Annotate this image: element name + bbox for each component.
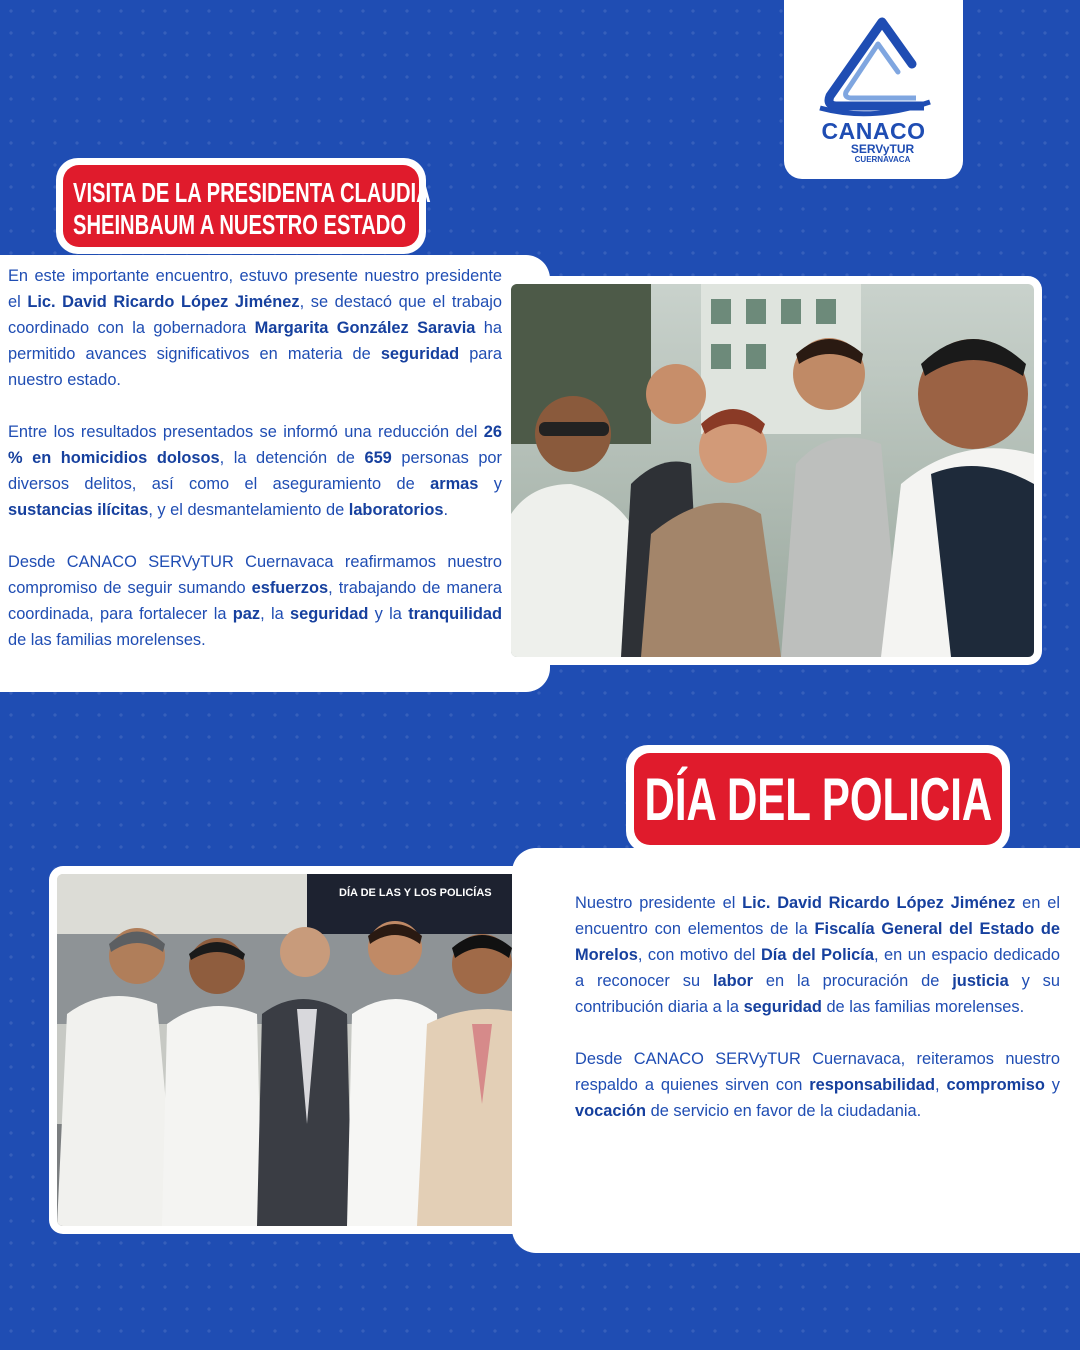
section2-photo-frame [49,866,559,1234]
highlight-text: Lic. David Ricardo López Jiménez [27,293,300,311]
body-text: y su contribución diaria a la [575,972,1060,1016]
highlight-text: compromiso [946,1076,1045,1094]
highlight-text: Fiscalía General del Estado de Morelos [575,920,1060,964]
logo-name: CANACO [821,118,926,144]
section1-paragraph-1 [8,263,502,393]
highlight-text: paz [232,605,261,623]
section2-group-photo [57,874,551,1226]
logo-city: CUERNAVACA [854,155,911,164]
highlight-text: seguridad [380,345,460,363]
body-text: Desde CANACO SERVyTUR Cuernavaca reafirmamos nuestro compromiso de seguir sumando [8,553,502,597]
section1-photo-frame [503,276,1042,665]
section2-title: DÍA DEL POLICIA [644,765,992,833]
section1-title-line1: VISITA DE LA PRESIDENTA CLAUDIA [73,177,431,208]
canaco-logo-mark [812,14,936,118]
body-text: y [478,475,502,493]
body-text: para nuestro estado. [8,345,502,389]
body-text: Nuestro presidente el [575,894,743,912]
highlight-text: Día del Policía [760,946,874,964]
body-text: , con motivo del [637,946,761,964]
logo-sub: SERVyTUR [850,142,915,156]
section1-text-card [0,255,550,692]
highlight-text: 659 [364,449,392,467]
body-text: Entre los resultados presentados se informó una reducción del [8,423,484,441]
highlight-text: laboratorios [348,501,444,519]
body-text: Desde CANACO SERVyTUR Cuernavaca, reiteramos nuestro respaldo a quienes sirven con [575,1050,1060,1094]
body-text: , la detención de [219,449,365,467]
highlight-text: sustancias ilícitas [8,501,149,519]
section1-title-card [56,158,431,254]
body-text: de servicio en favor de la ciudadania. [646,1102,922,1120]
section2-paragraph-2 [575,1046,1060,1124]
body-text: , la [260,605,291,623]
body-text: personas por diversos delitos, así como el aseguramiento de [8,449,503,493]
body-text: . [443,501,449,519]
body-text: , [934,1076,947,1094]
body-text: de las familias morelenses. [8,631,206,649]
highlight-text: 26 % en homicidios dolosos [8,423,502,467]
body-text: en la procuración de [753,972,953,990]
highlight-text: vocación [575,1102,647,1120]
section2-paragraph-1 [575,890,1060,1020]
highlight-text: labor [712,972,754,990]
highlight-text: tranquilidad [408,605,502,623]
section2-title-card [626,745,1010,853]
body-text: y la [368,605,409,623]
highlight-text: justicia [952,972,1009,990]
highlight-text: esfuerzos [251,579,329,597]
canaco-logo [784,0,963,179]
section1-group-photo [511,284,1034,657]
highlight-text: Lic. David Ricardo López Jiménez [742,894,1016,912]
body-text: de las familias morelenses. [821,998,1025,1016]
body-text: En este importante encuentro, estuvo presente nuestro presidente el [8,267,502,311]
highlight-text: armas [430,475,479,493]
highlight-text: responsabilidad [809,1076,935,1094]
section1-paragraph-2 [8,419,502,523]
body-text: , en un espacio dedicado a reconocer su [575,946,1060,990]
section2-text-card [512,848,1080,1253]
photo-banner-text: DÍA DE LAS Y LOS POLICÍAS [339,887,492,899]
highlight-text: Margarita González Saravia [254,319,476,337]
body-text: en el encuentro con elementos de la [575,894,1060,938]
body-text: , trabajando de manera coordinada, para fortalecer la [8,579,502,623]
body-text: , y el desmantelamiento de [148,501,349,519]
highlight-text: seguridad [290,605,369,623]
section1-title-line2: SHEINBAUM A NUESTRO ESTADO [73,209,407,240]
body-text: ha permitido avances significativos en materia de [8,319,502,363]
highlight-text: seguridad [743,998,822,1016]
section1-title-banner [63,165,431,247]
section2-title-banner [634,753,1002,845]
body-text: y [1044,1076,1060,1094]
body-text: , se destacó que el trabajo coordinado con la gobernadora [8,293,503,337]
section1-paragraph-3 [8,549,502,653]
